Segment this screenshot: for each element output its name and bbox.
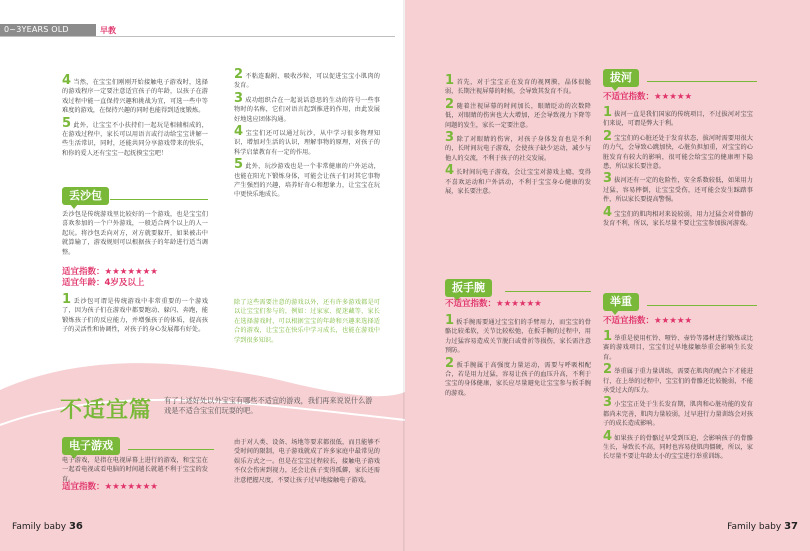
page-number: 37 xyxy=(784,521,798,532)
sandbag-intro: 丢沙包是传统游戏里比较好的一个游戏，也是宝宝们喜欢参加的一个户外游戏，一般适合两个以上的人一起玩。将沙包丢向对方，对方就要躲开，如果被击中就算输了，游戏规则可以根据孩子的年龄进行适当调整。 xyxy=(62,211,208,256)
list-item: 5 此外，玩沙游戏也是一个非常健康的户外运动，也能在阳光下锻炼身体，可能会让孩子们对其它事物产生强烈的兴趣，培养好奇心和想象力，让宝宝在玩中更快乐地成长。 xyxy=(234,157,380,199)
egame-rating: 适宜指数：★★★★★★★ xyxy=(62,482,158,492)
unsuitable-intro: 有了上述好处以外宝宝有哪些不适宜的游戏，我们再来说说什么游戏是不适合宝宝们玩耍的吧。 xyxy=(164,396,373,415)
sandbag-rating: 适宜指数：★★★★★★★ 适宜年龄：4岁及以上 xyxy=(62,267,158,288)
weight-title: 举重 xyxy=(603,293,639,311)
tug-points xyxy=(603,105,753,231)
list-item: 2 扳手腕属于高强度力量运动，需要与呼吸相配合，若是用力过猛，容易让孩子的血压升高，不利于宝宝的身体健康，家长应尽量避免让宝宝参与扳手腕的游戏。 xyxy=(445,355,591,397)
rating-stars: ★★★★★★★ xyxy=(104,267,158,277)
tug-title: 拔河 xyxy=(603,69,639,87)
tip-callout: 除了这些需要注意的游戏以外，还有许多游戏都是可以让宝宝们参与的，例如：过家家、捉迷藏等，家长在选择游戏时，可以根据宝宝的年龄和兴趣来选择适合的游戏，让宝宝在快乐中学习成长，也能在游戏中学到很多知识。 xyxy=(234,299,380,344)
title-underline xyxy=(128,449,214,450)
age-value: 4岁及以上 xyxy=(104,278,145,288)
sandbag-title-wrap xyxy=(62,184,109,205)
rating-stars: ★★★★★ xyxy=(654,92,693,102)
list-item: 2 不粘连黏附、吸收沙粒，可以促进宝宝小肌肉的发育。 xyxy=(234,67,380,90)
header-divider xyxy=(0,36,395,37)
rating-stars: ★★★★★★ xyxy=(496,299,542,309)
list-item: 2 随着注视屏幕的时间加长，眼睛眨动的次数降低，对眼睛的伤害也大大增加，还会导致视力下降等问题的发生，家长一定要注意。 xyxy=(445,96,591,129)
wrist-title: 扳手腕 xyxy=(445,279,492,297)
title-underline xyxy=(505,291,591,292)
list-item: 4 当然，在宝宝们刚刚开始接触电子游戏时，选择的游戏程序一定要注意适宜孩子的年龄，以孩子在游戏过程中能一直保持兴趣和挑战为宜，可选一些中等难度的游戏，在保持兴趣的同时也能得到适度锻炼。 xyxy=(62,73,208,115)
rating-stars: ★★★★★ xyxy=(654,316,693,326)
right-page xyxy=(405,0,810,551)
egame-text: 电子游戏，是指在电视屏幕上进行的游戏，和宝宝在一起看电视或看电脑的时间越长就越不利于宝宝的发育。 xyxy=(62,457,208,483)
tug-title-wrap xyxy=(603,66,639,87)
list-item: 4 宝宝们还可以通过玩沙，从中学习很多物理知识，增加对生活的认识，理解事物的原理，对孩子的科学启蒙教育有一定的作用。 xyxy=(234,124,380,156)
title-underline xyxy=(647,305,757,306)
wrist-rating: 不适宜指数：★★★★★★ xyxy=(445,299,542,309)
list-item: 3 小宝宝正处于生长发育期，肌肉和心脏功能的发育都尚未完善，肌肉力量较弱，过早进行力量训练会对孩子的成长造成影响。 xyxy=(603,395,753,428)
egame-col2: 由于对人类、设备、场地等要求都很低，而且能够不受时间的限制，电子游戏就成了许多家庭中最常见的娱乐方式之一。但是在宝宝过程较长，接触电子游戏不仅会伤害到视力，还会让孩子变得孤僻，家长还需注意把握尺度，不要让孩子过早地接触电子游戏。 xyxy=(234,439,380,484)
list-item: 1 首先，对于宝宝正在发育的视网膜，晶体很脆弱，长期注视屏幕的时候，会导致其发育不良。 xyxy=(445,73,591,96)
wrist-points xyxy=(445,313,591,401)
list-item: 5 此外，让宝宝不小扶持们一起玩是相辅相成的，在游戏过程中，家长可以用语言或行动给宝宝讲解一些生活常识，同时，还能共同分享游戏带来的快乐，和你的爱人还有宝宝一起抚摸宝宝吧！ xyxy=(62,115,208,157)
sandbag-points xyxy=(62,292,208,338)
unsuitable-title: 不适宜篇 xyxy=(60,398,153,423)
title-underline xyxy=(110,199,208,200)
list-item: 3 拔河还有一定的危险性，安全系数较低，如果用力过猛，容易摔倒，让宝宝受伤，还可能会发生踩踏事件，所以家长要提高警惕。 xyxy=(603,171,753,204)
list-item: 1 扳手腕需要通过宝宝们的手臂用力，而宝宝的骨骼比较柔软，关节比较松弛，在扳手腕的过程中，用力过猛容易造成关节脱臼或骨折等损伤，家长需注意预防。 xyxy=(445,313,591,355)
list-item: 2 举重属于重力量训练，需要在肌肉的配合下才能进行，在上举的过程中，宝宝们的骨骼还比较脆弱，不能承受过大的压力。 xyxy=(603,362,753,395)
left-col1-top xyxy=(62,73,208,161)
list-item: 1 丢沙包可谓是传统游戏中非常重要的一个游戏了，因为孩子们在游戏中都要跑动、躲闪、奔跑，能锻炼孩子们的反应能力，并增强孩子的体质，提高孩子的灵活性和协调性，对孩子的身心发展都有好处。 xyxy=(62,292,208,334)
list-item: 2 宝宝们的心脏还处于发育状态，拔河时需要用很大的力气，会导致心跳加快，心脏负担加重，对宝宝的心脏发育有较大的影响，很可能会给宝宝的健康埋下隐患，所以家长要注意。 xyxy=(603,128,753,171)
section-header xyxy=(0,24,150,36)
list-item: 1 举重是使用杠铃、哑铃、壶铃等器材进行锻炼或比赛的游戏项目，宝宝们过早地接触举重会影响生长发育。 xyxy=(603,329,753,361)
weight-rating: 不适宜指数：★★★★★ xyxy=(603,316,693,326)
tug-rating: 不适宜指数：★★★★★ xyxy=(603,92,693,102)
page-footer-left: Family baby 36 xyxy=(12,521,83,532)
weight-points xyxy=(603,329,753,465)
list-item: 4 如果孩子的骨骼过早受到压迫，会影响孩子的骨骼生长，导致长不高，同时也容易使肌肉僵硬，所以，家长尽量不要让年龄太小的宝宝进行举重训练。 xyxy=(603,428,753,461)
sandbag-title: 丢沙包 xyxy=(62,187,109,205)
wrist-title-wrap xyxy=(445,276,492,297)
list-item: 4 宝宝们的肌肉相对来说较弱，用力过猛会对骨骼的发育不利，所以，家长尽量不要让宝宝参加拔河游戏。 xyxy=(603,204,753,228)
rating-stars: ★★★★★★★ xyxy=(104,482,158,492)
page-number: 36 xyxy=(68,521,83,532)
right-col1-top xyxy=(445,73,591,199)
age-badge: 0~3YEARS OLD xyxy=(0,24,96,36)
egame-title: 电子游戏 xyxy=(62,437,120,455)
page-footer-right: Family baby 37 xyxy=(727,521,798,532)
weight-title-wrap xyxy=(603,290,639,311)
list-item: 4 长时间玩电子游戏，会让宝宝对游戏上瘾，变得不喜欢运动和户外活动，不利于宝宝身心健康的发展，家长要注意。 xyxy=(445,163,591,196)
egame-title-wrap xyxy=(62,434,120,455)
title-underline xyxy=(647,81,757,82)
list-item: 3 成功组织合在一起说话意思的生动的符号一些事物时的名称，它们对语言起到推进的作用，由此发展好地选应团体沟通。 xyxy=(234,90,380,123)
list-item: 3 除了对眼睛的伤害，对孩子身体发育也是不利的，长时间玩电子游戏，会使孩子缺少运动，减少与他人的交流，不利于孩子的社交发展。 xyxy=(445,130,591,162)
list-item: 1 拔河一直是我们国家的传统项目，不过拔河对宝宝们来说，可谓是弊大于利。 xyxy=(603,105,753,128)
left-col2-top xyxy=(234,67,380,203)
section-tag: 早教 xyxy=(100,25,116,35)
